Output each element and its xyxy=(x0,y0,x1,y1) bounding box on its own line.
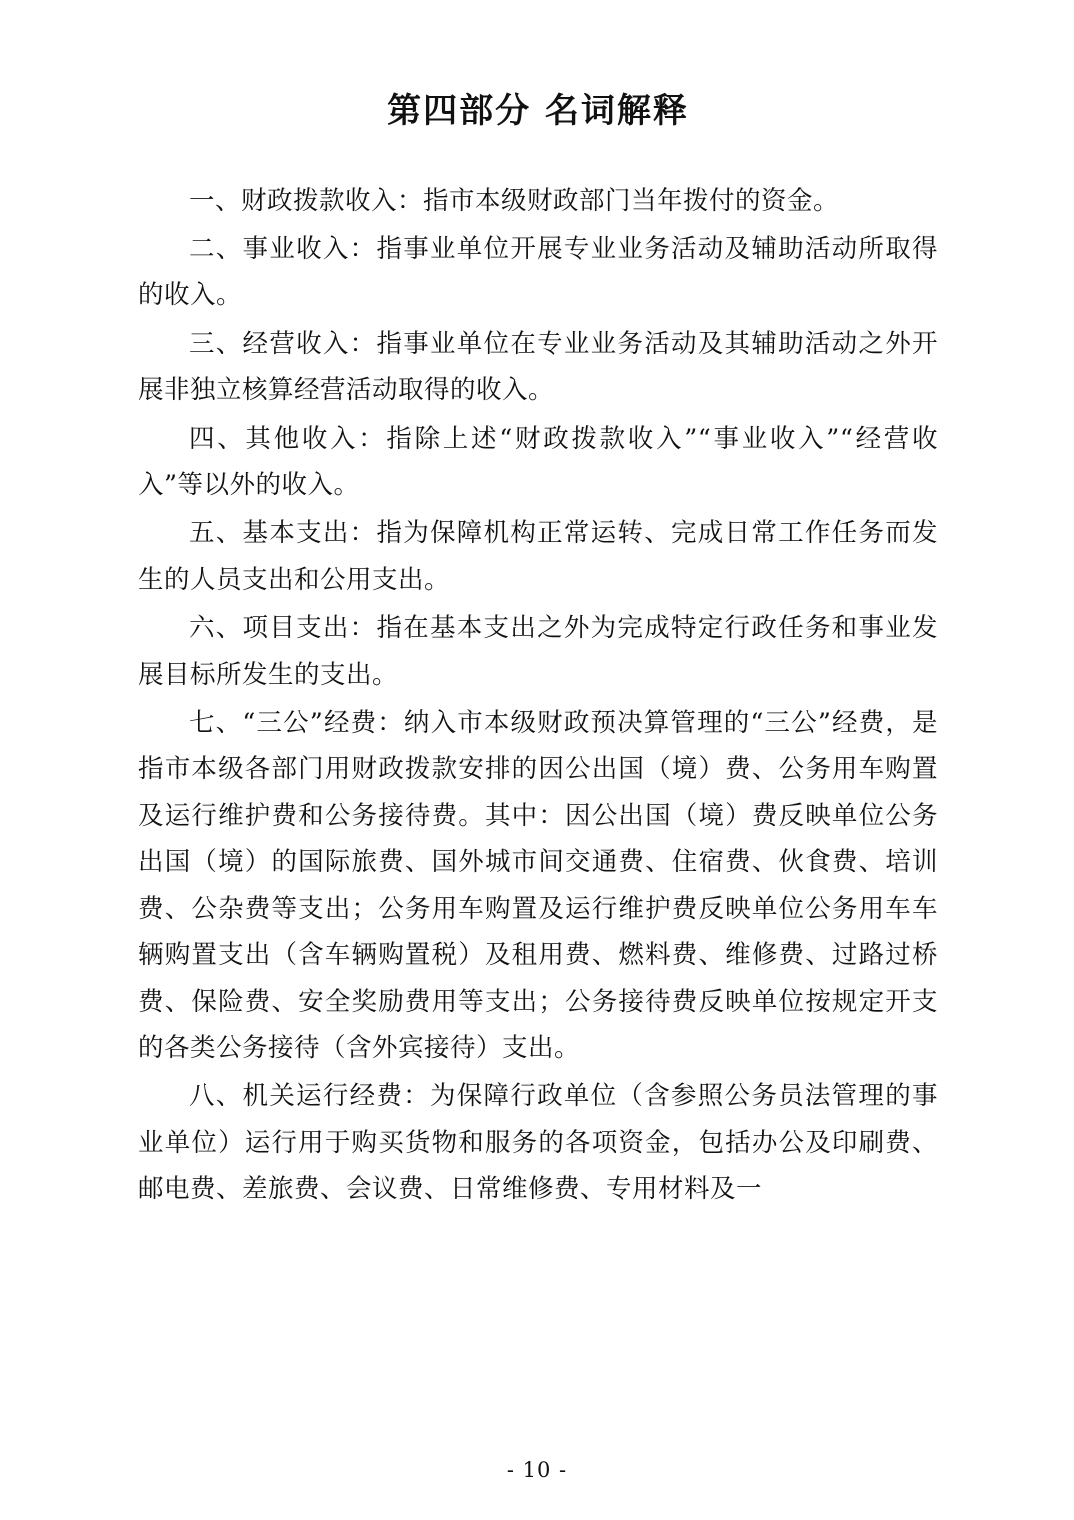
paragraph-5: 五、基本支出：指为保障机构正常运转、完成日常工作任务而发生的人员支出和公用支出。 xyxy=(138,518,938,595)
paragraph-4: 四、其他收入：指除上述“财政拨款收入”“事业收入”“经营收入”等以外的收入。 xyxy=(138,423,938,501)
paragraph-8: 八、机关运行经费：为保障行政单位（含参照公务员法管理的事业单位）运行用于购买货物和服务的各项资金，包括办公及印刷费、邮电费、差旅费、会议费、日常维修费、专用材料及一 xyxy=(138,1081,938,1205)
page-title: 第四部分 名词解释 xyxy=(387,91,689,131)
document-body xyxy=(138,88,938,1215)
page-footer: - 10 - xyxy=(506,1458,568,1482)
paragraph-3: 三、经营收入：指事业单位在专业业务活动及其辅助活动之外开展非独立核算经营活动取得的收入。 xyxy=(138,328,938,406)
paragraph-7: 七、“三公”经费：纳入市本级财政预决算管理的“三公”经费，是指市本级各部门用财政拨款安排的因公出国（境）费、公务用车购置及运行维护费和公务接待费。其中：因公出国（境）费反映单位公务出国（境）的国际旅费、国外城市间交通费、住宿费、伙食费、培训费、公杂费等支出；公务用车购置及运行维护费反映单位公务用车车辆购置支出（含车辆购置税）及租用费、燃料费、维修费、过路过桥费、保险费、安全奖励费用等支出；公务接待费反映单位按规定开支的各类公务接待（含外宾接待）支出。 xyxy=(138,708,938,1063)
paragraph-2: 二、事业收入：指事业单位开展专业业务活动及辅助活动所取得的收入。 xyxy=(138,234,938,311)
paragraph-6: 六、项目支出：指在基本支出之外为完成特定行政任务和事业发展目标所发生的支出。 xyxy=(138,613,938,690)
paragraph-1: 一、财政拨款收入：指市本级财政部门当年拨付的资金。 xyxy=(189,185,840,216)
